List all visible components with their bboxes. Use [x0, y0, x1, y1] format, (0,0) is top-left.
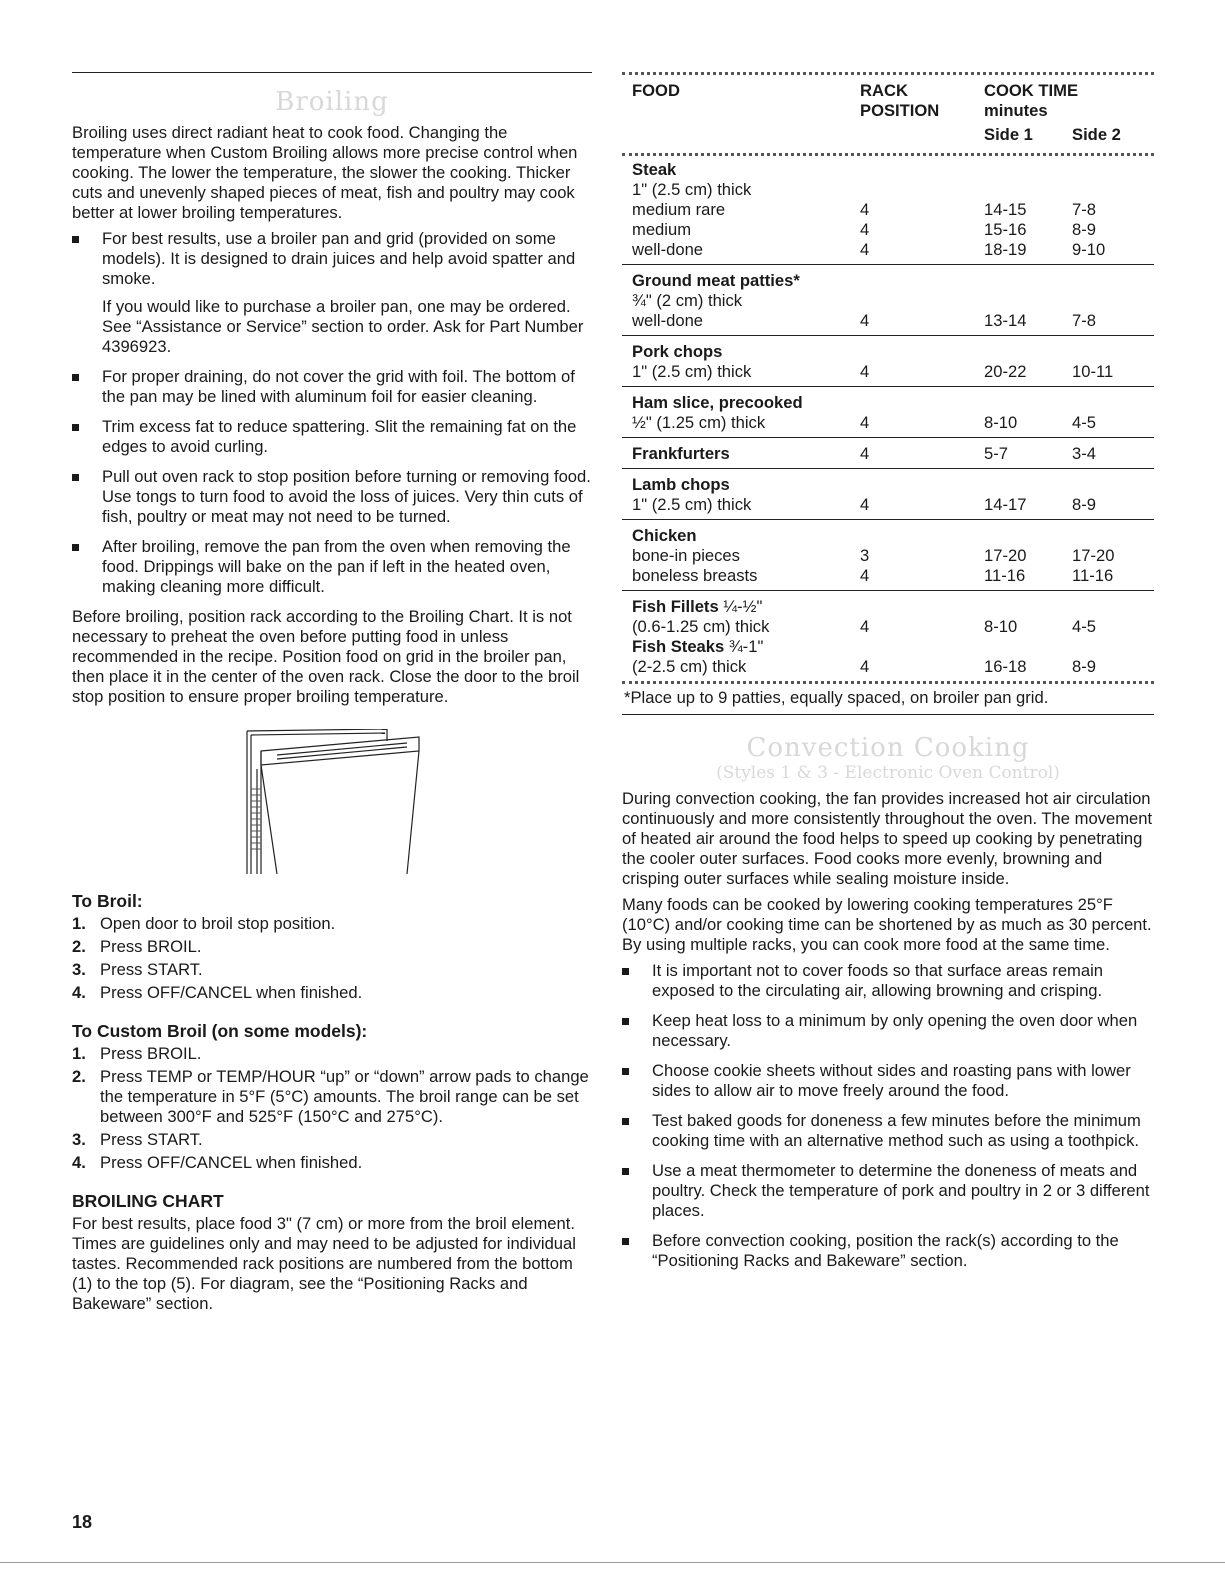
table-subheader-row	[622, 121, 1154, 153]
food-row	[622, 566, 1154, 591]
bullet-item: Trim excess fat to reduce spattering. Slit the remaining fat on the edges to avoid curling.	[72, 417, 592, 457]
side2-time-cell	[1072, 180, 1154, 200]
food-group-heading-row	[622, 265, 1154, 292]
food-group-name: Lamb chops	[632, 475, 730, 494]
header-side1: Side 1	[984, 125, 1033, 144]
rack-position-cell: 4	[860, 311, 984, 336]
side1-time-cell	[984, 387, 1072, 414]
side1-time-cell	[984, 180, 1072, 200]
side2-time-cell	[1072, 387, 1154, 414]
food-description-cell: medium	[632, 220, 692, 239]
side1-time-cell: 14-15	[984, 200, 1027, 219]
bullet-text: For best results, use a broiler pan and grid (provided on some models). It is designed to drain juices and help avoid spatter and smoke.	[102, 229, 576, 288]
food-row	[622, 291, 1154, 311]
food-group-name: Steak	[632, 160, 677, 179]
bullet-item: Pull out oven rack to stop position before turning or removing food. Use tongs to turn food to avoid the loss of juices. Very thin cuts of fish, poultry or meat may not need to be turned.	[72, 467, 592, 527]
bullet-item: Test baked goods for doneness a few minutes before the minimum cooking time with an alternative method such as using a toothpick.	[622, 1111, 1154, 1151]
custom-broil-steps	[72, 1044, 592, 1173]
side2-time-cell: 7-8	[1072, 200, 1096, 219]
rack-position-cell: 4	[860, 617, 870, 636]
before-broiling-text: Before broiling, position rack according to the Broiling Chart. It is not necessary to preheat the oven before putting food in unless recommended in the recipe. Position food on grid in the broiler pan, then place it in the center of the oven rack. Close the door to the broil stop position to ensure proper broiling temperature.	[72, 607, 580, 706]
food-group-heading-row	[622, 336, 1154, 363]
bullet-item: It is important not to cover foods so that surface areas remain exposed to the circulating air, allowing browning and crisping.	[622, 961, 1154, 1001]
oven-door-broil-stop-illustration	[237, 729, 427, 879]
food-group-heading-row	[622, 637, 1154, 657]
food-description-cell: ¾" (2 cm) thick	[632, 291, 743, 310]
side2-time-cell: 9-10	[1072, 240, 1154, 265]
step-number: 3.	[72, 1130, 86, 1149]
food-row	[622, 617, 1154, 637]
side2-time-cell: 11-16	[1072, 566, 1154, 591]
food-row	[622, 495, 1154, 520]
side1-time-cell: 8-10	[984, 413, 1072, 438]
rack-position-cell: 4	[860, 200, 870, 219]
step-number: 1.	[72, 1044, 86, 1063]
broiling-title: Broiling	[275, 87, 389, 117]
page-number: 18	[72, 1512, 93, 1532]
side2-time-cell: 4-5	[1072, 413, 1154, 438]
rack-position-cell: 4	[860, 495, 984, 520]
left-column	[72, 72, 592, 1320]
rack-position-cell: 4	[860, 220, 870, 239]
side1-time-cell	[984, 637, 1072, 657]
broiling-intro: Broiling uses direct radiant heat to cook food. Changing the temperature when Custom Broiling allows more precise control when cooking. The lower the temperature, the slower the cooking. Thicker cuts and unevenly shaped pieces of meat, fish and poultry may cook better at lower broiling temperatures.	[72, 123, 578, 222]
step-text: Press TEMP or TEMP/HOUR “up” or “down” arrow pads to change the temperature in 5°F (5°C) amounts. The broil range can be set between 300°F and 525°F (150°C and 275°C).	[100, 1067, 589, 1126]
convection-subtitle: (Styles 1 & 3 - Electronic Oven Control)	[716, 763, 1060, 783]
rack-position-cell: 3	[860, 546, 870, 565]
food-group-size: ¼-½"	[718, 597, 763, 616]
broiling-chart-intro: For best results, place food 3" (7 cm) or more from the broil element. Times are guidelines only and may need to be adjusted for individual tastes. Recommended rack positions are numbered from the bottom (1) to the top (5). For diagram, see the “Positioning Racks and Bakeware” section.	[72, 1214, 576, 1313]
food-row	[622, 657, 1154, 677]
step-text: Press OFF/CANCEL when finished.	[100, 1153, 363, 1172]
food-description-cell: (2-2.5 cm) thick	[632, 657, 747, 676]
convection-paragraph-2: Many foods can be cooked by lowering cooking temperatures 25°F (10°C) and/or cooking time can be shortened by as much as 30 percent. By using multiple racks, you can cook more food at the same time.	[622, 895, 1152, 954]
side2-time-cell	[1072, 637, 1154, 657]
header-cook-line1: COOK TIME	[984, 81, 1079, 100]
bullet-subtext: If you would like to purchase a broiler pan, one may be ordered. See “Assistance or Service” section to order. Ask for Part Number 4396923.	[102, 297, 584, 356]
side1-time-cell	[984, 265, 1072, 292]
footnote-rule	[622, 714, 1154, 715]
side1-time-cell: 13-14	[984, 311, 1072, 336]
side1-time-cell: 11-16	[984, 566, 1072, 591]
food-row	[622, 180, 1154, 200]
side2-time-cell: 17-20	[1072, 546, 1115, 565]
side2-time-cell	[1072, 591, 1154, 618]
food-group-size: ¾-1"	[724, 637, 764, 656]
rack-position-cell: 4	[860, 438, 984, 469]
food-description-cell: bone-in pieces	[632, 546, 740, 565]
step-text: Open door to broil stop position.	[100, 914, 336, 933]
broiling-chart-heading: BROILING CHART	[72, 1191, 224, 1211]
table-footnote: *Place up to 9 patties, equally spaced, on broiler pan grid.	[624, 688, 1049, 707]
step-item	[72, 937, 592, 957]
step-text: Press START.	[100, 1130, 203, 1149]
step-item	[72, 1130, 592, 1150]
rack-position-cell	[860, 265, 984, 292]
side1-time-cell: 18-19	[984, 240, 1072, 265]
food-group-name: Frankfurters	[632, 444, 730, 463]
header-cook-time	[984, 75, 1154, 121]
rack-position-cell: 4	[860, 566, 984, 591]
rack-position-cell: 4	[860, 413, 984, 438]
step-number: 4.	[72, 1153, 86, 1172]
food-description-cell: well-done	[622, 240, 860, 265]
bottom-rule	[0, 1562, 1225, 1563]
right-column	[622, 72, 1154, 1281]
side2-time-cell	[1072, 160, 1154, 180]
food-group-name: Fish Steaks	[632, 637, 725, 656]
food-description-cell: (0.6-1.25 cm) thick	[632, 617, 770, 636]
side1-time-cell: 20-22	[984, 362, 1072, 387]
step-number: 1.	[72, 914, 86, 933]
bullet-item: Keep heat loss to a minimum by only opening the oven door when necessary.	[622, 1011, 1154, 1051]
side1-time-cell: 15-16	[984, 220, 1027, 239]
table-header-row	[622, 75, 1154, 121]
side2-time-cell	[1072, 336, 1154, 363]
food-description-cell: 1" (2.5 cm) thick	[622, 495, 860, 520]
side1-time-cell	[984, 591, 1072, 618]
top-rule-left	[72, 72, 592, 73]
side2-time-cell: 8-9	[1072, 495, 1154, 520]
header-cook-line2: minutes	[984, 101, 1048, 120]
side2-time-cell: 4-5	[1072, 617, 1096, 636]
food-group-heading-row	[622, 591, 1154, 618]
side2-time-cell: 3-4	[1072, 438, 1154, 469]
side1-time-cell: 5-7	[984, 438, 1072, 469]
side1-time-cell: 8-10	[984, 617, 1018, 636]
convection-paragraph-1: During convection cooking, the fan provides increased hot air circulation continuously and more consistently throughout the oven. The movement of heated air around the food helps to speed up cooking by penetrating the cooler outer surfaces. Food cooks more evenly, browning and crisping outer surfaces while sealing moisture inside.	[622, 789, 1153, 888]
food-description-cell: 1" (2.5 cm) thick	[622, 362, 860, 387]
header-side2: Side 2	[1072, 125, 1121, 144]
food-description-cell: ½" (1.25 cm) thick	[622, 413, 860, 438]
food-group-name: Pork chops	[632, 342, 723, 361]
food-row	[622, 546, 1154, 566]
food-group-heading-row	[622, 438, 1154, 469]
side1-time-cell	[984, 520, 1072, 547]
rack-position-cell	[860, 520, 984, 547]
step-item	[72, 983, 592, 1003]
convection-bullet-list	[622, 961, 1154, 1271]
food-group-name: Ground meat patties*	[632, 271, 800, 290]
side1-time-cell	[984, 160, 1072, 180]
rack-position-cell	[860, 180, 984, 200]
food-row	[622, 362, 1154, 387]
food-description-cell: boneless breasts	[622, 566, 860, 591]
side1-time-cell: 16-18	[984, 657, 1027, 676]
bullet-item: After broiling, remove the pan from the oven when removing the food. Drippings will bake on the pan if left in the heated oven, making cleaning more difficult.	[72, 537, 592, 597]
food-row	[622, 413, 1154, 438]
food-group-heading-row	[622, 520, 1154, 547]
bullet-item	[72, 229, 592, 357]
rack-position-cell	[860, 591, 984, 618]
side2-time-cell: 8-9	[1072, 220, 1096, 239]
rack-position-cell	[860, 387, 984, 414]
food-group-heading-row	[622, 160, 1154, 180]
header-rack-line1: RACK	[860, 81, 908, 100]
table-bottom-dotted-rule	[622, 681, 1154, 684]
side2-time-cell: 7-8	[1072, 311, 1154, 336]
food-row	[622, 220, 1154, 240]
step-number: 2.	[72, 937, 86, 956]
side2-time-cell	[1072, 291, 1154, 311]
rack-position-cell: 4	[860, 362, 984, 387]
side2-time-cell: 8-9	[1072, 657, 1096, 676]
food-description-cell: well-done	[622, 311, 860, 336]
side2-time-cell	[1072, 265, 1154, 292]
side1-time-cell: 14-17	[984, 495, 1072, 520]
step-item	[72, 914, 592, 934]
rack-position-cell	[860, 637, 984, 657]
convection-title: Convection Cooking	[746, 733, 1030, 763]
side1-time-cell	[984, 336, 1072, 363]
step-number: 2.	[72, 1067, 86, 1086]
bullet-item: Choose cookie sheets without sides and roasting pans with lower sides to allow air to move freely around the food.	[622, 1061, 1154, 1101]
header-rack	[860, 75, 984, 121]
side2-time-cell	[1072, 469, 1154, 496]
food-group-name: Chicken	[632, 526, 697, 545]
custom-broil-heading: To Custom Broil (on some models):	[72, 1021, 368, 1041]
header-rack-line2: POSITION	[860, 101, 940, 120]
food-group-heading-row	[622, 469, 1154, 496]
side1-time-cell	[984, 291, 1072, 311]
side1-time-cell	[984, 469, 1072, 496]
food-group-heading-row	[622, 387, 1154, 414]
food-group-name: Ham slice, precooked	[632, 393, 803, 412]
rack-position-cell: 4	[860, 657, 870, 676]
header-dotted-rule	[622, 153, 1154, 156]
side1-time-cell: 17-20	[984, 546, 1027, 565]
step-number: 3.	[72, 960, 86, 979]
side2-time-cell	[1072, 520, 1154, 547]
step-item	[72, 1044, 592, 1064]
food-row	[622, 200, 1154, 220]
header-food: FOOD	[632, 81, 680, 100]
broiling-bullet-list	[72, 229, 592, 597]
step-item	[72, 1067, 592, 1127]
step-item	[72, 960, 592, 980]
to-broil-steps	[72, 914, 592, 1003]
side2-time-cell: 10-11	[1072, 362, 1154, 387]
food-row	[622, 240, 1154, 265]
food-description-cell: 1" (2.5 cm) thick	[632, 180, 752, 199]
step-text: Press BROIL.	[100, 1044, 202, 1063]
step-number: 4.	[72, 983, 86, 1002]
rack-position-cell	[860, 160, 984, 180]
to-broil-heading: To Broil:	[72, 891, 143, 911]
food-description-cell: medium rare	[632, 200, 726, 219]
step-text: Press OFF/CANCEL when finished.	[100, 983, 363, 1002]
food-row	[622, 311, 1154, 336]
step-text: Press BROIL.	[100, 937, 202, 956]
rack-position-cell: 4	[860, 240, 984, 265]
bullet-item: Before convection cooking, position the rack(s) according to the “Positioning Racks and Bakeware” section.	[622, 1231, 1154, 1271]
table-body	[622, 160, 1154, 677]
bullet-item: Use a meat thermometer to determine the doneness of meats and poultry. Check the temperature of pork and poultry in 2 or 3 different places.	[622, 1161, 1154, 1221]
bullet-item: For proper draining, do not cover the grid with foil. The bottom of the pan may be lined with aluminum foil for easier cleaning.	[72, 367, 592, 407]
step-text: Press START.	[100, 960, 203, 979]
broiling-chart-table	[622, 75, 1154, 677]
rack-position-cell	[860, 291, 984, 311]
step-item	[72, 1153, 592, 1173]
rack-position-cell	[860, 336, 984, 363]
food-group-name: Fish Fillets	[632, 597, 719, 616]
rack-position-cell	[860, 469, 984, 496]
